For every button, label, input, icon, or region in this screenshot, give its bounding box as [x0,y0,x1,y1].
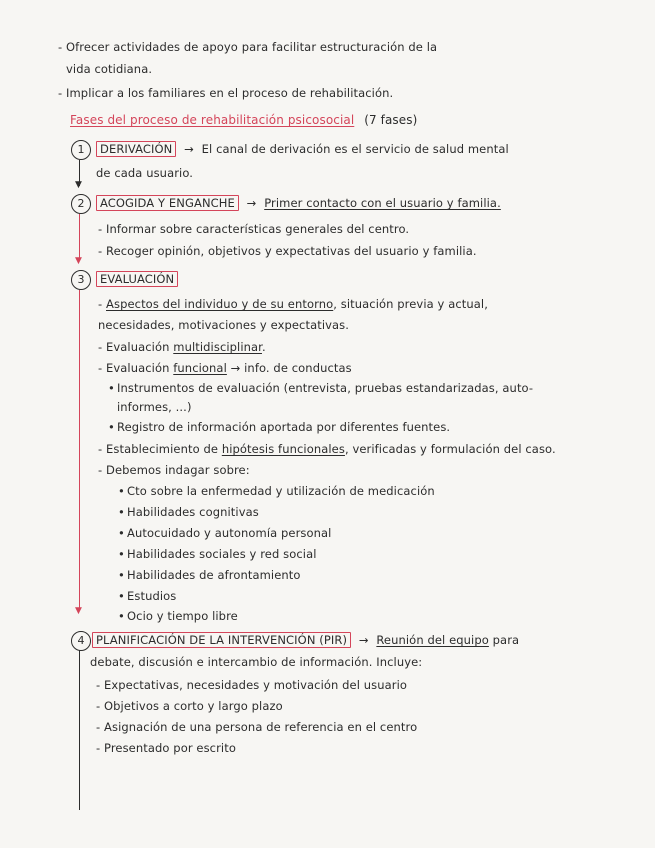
list-item [118,568,301,582]
bullet-icon: • [118,609,125,623]
intro-line-3: - Implicar a los familiares en el proceso de rehabilitación. [58,86,394,100]
phase-1-number: 1 [71,140,91,160]
list-item-text: Habilidades cognitivas [127,505,259,519]
phase-3-line [96,272,178,286]
arrow-icon: → [246,196,257,210]
phase-3-item-3 [98,361,352,375]
phase-1-label: DERIVACIÓN [96,141,176,157]
arrow-down-icon: ▼ [75,606,82,616]
bullet-icon: • [118,589,125,603]
functional-text: funcional [173,361,227,375]
phase-4-line [92,633,519,647]
dash: - [98,297,107,311]
bullet-icon: • [118,568,125,582]
phase-3-item-4 [98,442,556,456]
phase-3-item-5: - Debemos indagar sobre: [98,463,250,477]
arrow-down-icon: ▼ [75,180,82,190]
phase-3-sub-2 [108,420,450,434]
list-item [118,609,238,623]
phase-2-item-2: - Recoger opinión, objetivos y expectativas del usuario y familia. [98,244,477,258]
list-item-text: Estudios [127,589,177,603]
eval-prefix: - Evaluación [98,361,174,375]
hypothesis-text: hipótesis funcionales [221,442,345,456]
phase-2-number: 2 [71,194,91,214]
aspects-text: Aspectos del individuo y de su entorno [106,297,334,311]
phase-3-sub-1 [108,381,533,395]
list-item-text: Habilidades sociales y red social [127,547,317,561]
phase-2-text: Primer contacto con el usuario y familia. [264,196,501,210]
list-item-text: Autocuidado y autonomía personal [127,526,332,540]
list-item [118,589,176,603]
phase-2-label: ACOGIDA Y ENGANCHE [96,195,239,211]
phase-1-text: El canal de derivación es el servicio de salud mental [201,142,509,156]
functional-rest: → info. de conductas [226,361,352,375]
list-item-text: Habilidades de afrontamiento [127,568,301,582]
phase-4-label: PLANIFICACIÓN DE LA INTERVENCIÓN (PIR) [92,632,351,648]
period: . [261,340,266,354]
arrow-icon: → [184,142,194,156]
phase-4-item-1: - Expectativas, necesidades y motivación del usuario [96,678,408,692]
phase-3-item-2 [98,340,266,354]
aspects-rest: , situación previa y actual, [333,297,488,311]
bullet-icon: • [118,526,125,540]
eval-prefix: - Evaluación [98,340,174,354]
phase-2-connector [79,214,80,260]
phase-4-item-2: - Objetivos a corto y largo plazo [96,699,283,713]
intro-line-2: vida cotidiana. [66,62,153,76]
phase-2-line [96,196,501,210]
arrow-icon: → [358,633,369,647]
list-item [118,547,317,561]
bullet-icon: • [118,547,125,561]
phase-4-text-rest: para [488,633,520,647]
bullet-icon: • [108,381,115,395]
phase-2-item-1: - Informar sobre características generales del centro. [98,222,410,236]
phase-4-connector [79,650,80,810]
phase-3-item-1 [98,297,488,311]
hypothesis-rest: , verificadas y formulación del caso. [344,442,556,456]
phase-1-line [96,142,509,156]
phase-3-number: 3 [71,270,91,290]
sub-2-text: Registro de información aportada por diferentes fuentes. [117,420,451,434]
list-item-text: Ocio y tiempo libre [127,609,238,623]
phase-1-text-cont: de cada usuario. [96,166,194,180]
bullet-icon: • [108,420,115,434]
bullet-icon: • [118,505,125,519]
multidisciplinary-text: multidisciplinar [173,340,262,354]
phase-3-sub-1-cont: informes, ...) [117,400,192,414]
hypothesis-prefix: - Establecimiento de [98,442,222,456]
phase-3-label: EVALUACIÓN [96,271,178,287]
phase-3-item-1-cont: necesidades, motivaciones y expectativas. [98,318,350,332]
section-heading [70,113,417,127]
phase-4-text: Reunión del equipo [376,633,489,647]
phase-4-item-4: - Presentado por escrito [96,741,236,755]
bullet-icon: • [118,484,125,498]
intro-line-1: - Ofrecer actividades de apoyo para facilitar estructuración de la [58,40,438,54]
arrow-down-icon: ▼ [75,256,82,266]
heading-suffix: (7 fases) [364,113,418,127]
phase-4-number: 4 [71,631,91,651]
list-item [118,526,331,540]
phase-4-item-3: - Asignación de una persona de referencia en el centro [96,720,418,734]
list-item [118,505,259,519]
list-item-text: Cto sobre la enfermedad y utilización de medicación [127,484,435,498]
list-item [118,484,435,498]
phase-3-connector [79,290,80,610]
heading-title: Fases del proceso de rehabilitación psicosocial [70,113,355,127]
sub-1-text: Instrumentos de evaluación (entrevista, pruebas estandarizadas, auto- [117,381,534,395]
phase-4-text-cont: debate, discusión e intercambio de información. Incluye: [90,655,423,669]
